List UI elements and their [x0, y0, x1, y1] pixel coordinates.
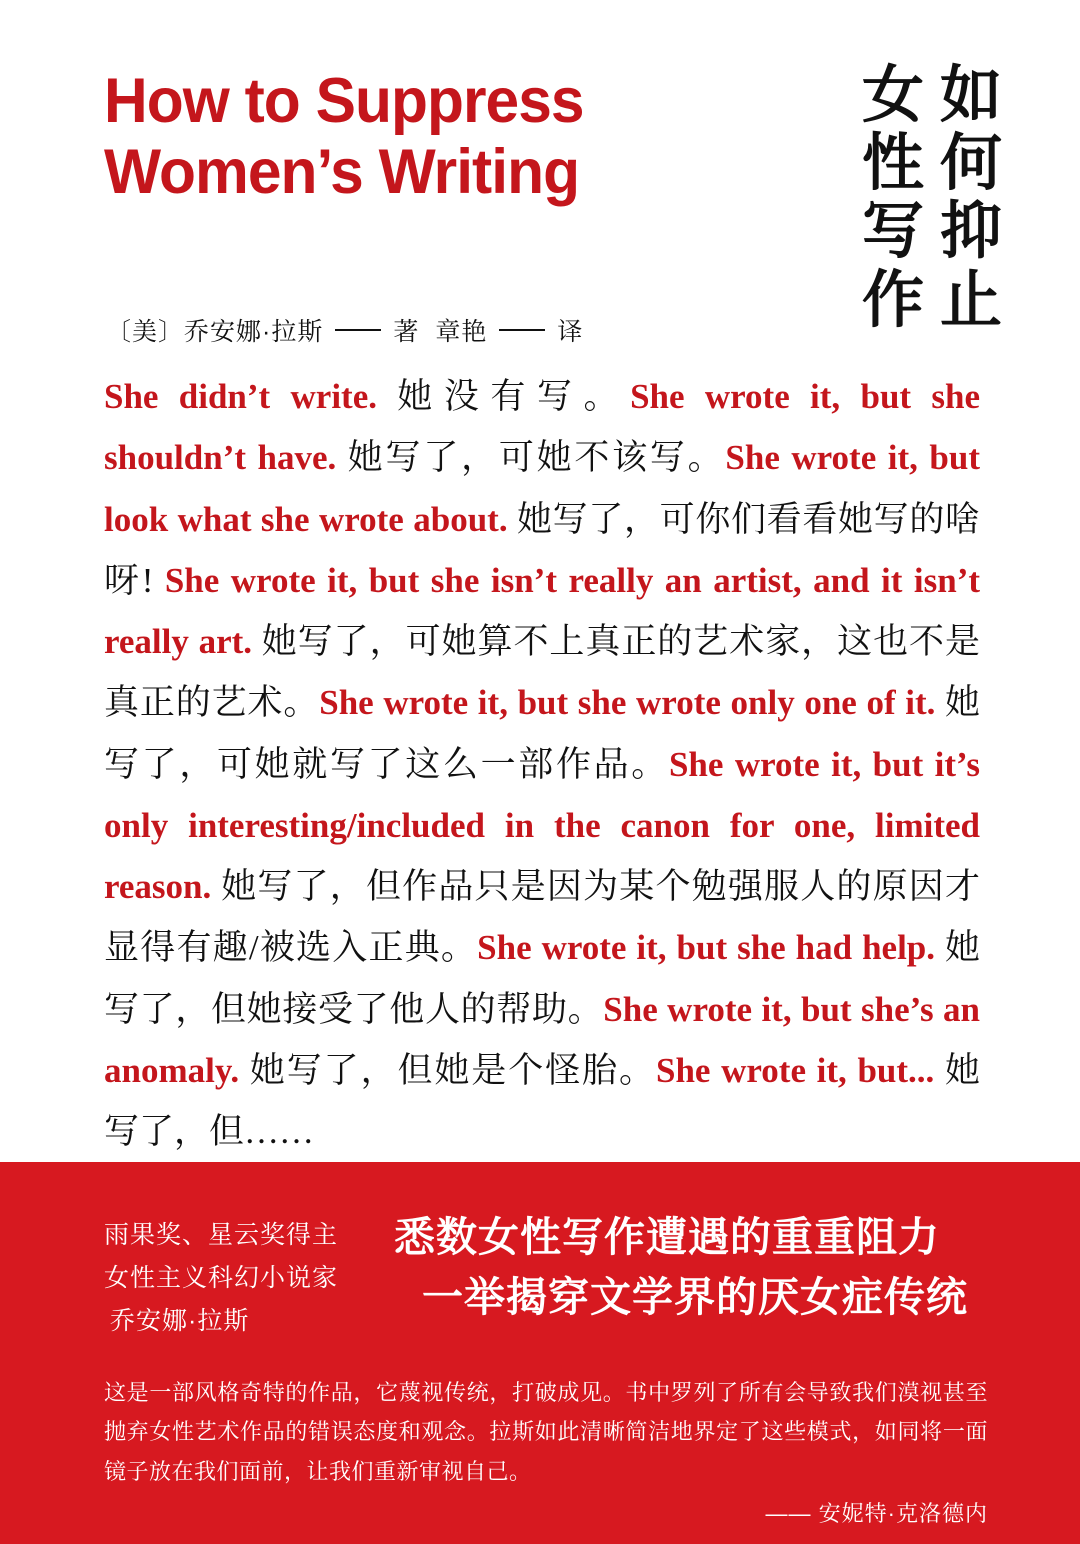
translator-role: 译 — [557, 318, 584, 346]
title-english-line-2: Women’s Writing — [104, 136, 580, 207]
title-chinese-char: 如 — [939, 61, 1002, 130]
credit-line-2: 女性主义科幻小说家 — [104, 1264, 339, 1293]
blurb-segment-cn: 她写了，可她不该写。 — [347, 438, 726, 478]
tagline-2: 一举揭穿文学界的厌女症传统 — [422, 1273, 969, 1320]
blurb-segment-en: She wrote it, but... — [655, 1050, 945, 1090]
review-quote: 这是一部风格奇特的作品，它蔑视传统，打破成见。书中罗列了所有会导致我们漠视甚至抛弃女性艺术作品的错误态度和观念。拉斯如此清晰简洁地界定了这些模式，如同将一面镜子放在我们面前，让我们重新审视自己。 — [104, 1380, 988, 1484]
title-chinese-char: 性 — [861, 129, 924, 199]
blurb-segment-en: She wrote it, but she had help. — [477, 928, 945, 968]
blurb-segment-cn: 她写了，可她就写了这么一部作品。 — [104, 683, 980, 784]
title-chinese-char: 作 — [861, 265, 924, 335]
blurb-segment-en: She wrote it, but she isn’t really an artist, and it isn’t really art. — [104, 560, 980, 661]
blurb-segment-cn: 她写了，可你们看看她写的啥呀! — [104, 499, 980, 600]
band-top-row — [104, 1208, 988, 1343]
blurb-segment-cn: 她写了，但她接受了他人的帮助。 — [104, 928, 980, 1029]
tagline-1: 悉数女性写作遭遇的重重阻力 — [394, 1214, 941, 1261]
blurb-segment-en: She didn’t write. — [104, 377, 398, 416]
credit-line-3: 乔安娜·拉斯 — [110, 1307, 250, 1336]
blurb-segment-cn: 她写了，可她算不上真正的艺术家，这也不是真正的艺术。 — [104, 622, 980, 723]
credit-line-1: 雨果奖、星云奖得主 — [104, 1221, 339, 1250]
blurb-segment-cn: 她写了，但她是个怪胎。 — [249, 1050, 656, 1090]
blurb-segment-cn: 她写了，但作品只是因为某个勉强服人的原因才显得有趣/被选入正典。 — [104, 867, 980, 968]
cover-header — [0, 0, 1080, 360]
blurb-segment-en: She wrote it, but it’s only interesting/included in the canon for one, limited reason. — [104, 744, 980, 906]
title-chinese-char: 止 — [939, 265, 1002, 335]
title-chinese-char: 抑 — [939, 197, 1002, 267]
blurb-paragraph — [104, 366, 980, 1162]
blurb-segment-en: She wrote it, but look what she wrote about. — [104, 438, 980, 539]
title-english — [104, 66, 699, 207]
taglines — [394, 1208, 968, 1327]
title-chinese-column-2 — [862, 62, 924, 335]
blurb-segment-en: She wrote it, but she wrote only one of it. — [319, 683, 945, 723]
blurb-segment-en: She wrote it, but she’s an anomaly. — [104, 989, 980, 1090]
review-attribution: —— 安妮特·克洛德内 — [765, 1500, 988, 1526]
blurb-body — [0, 360, 1080, 1162]
blurb-segment-cn: 她写了，但…… — [104, 1050, 980, 1151]
title-chinese-char: 女 — [861, 61, 924, 130]
blurb-segment-en: She wrote it, but she shouldn’t have. — [104, 377, 980, 478]
title-chinese-column-1 — [940, 62, 1002, 335]
title-chinese-char: 何 — [939, 129, 1002, 199]
byline-rule-2 — [499, 329, 545, 331]
footer-band — [0, 1162, 1080, 1544]
author-name: 〔美〕乔安娜·拉斯 — [106, 318, 324, 346]
title-english-line-1: How to Suppress — [104, 66, 584, 136]
translator-name: 章艳 — [435, 318, 488, 346]
author-credits — [104, 1208, 338, 1343]
byline-rule-1 — [335, 329, 381, 331]
author-role: 著 — [393, 318, 420, 346]
blurb-segment-cn: 她没有写。 — [397, 377, 631, 416]
title-chinese — [862, 62, 1002, 335]
byline — [106, 312, 583, 348]
title-chinese-char: 写 — [861, 197, 924, 267]
